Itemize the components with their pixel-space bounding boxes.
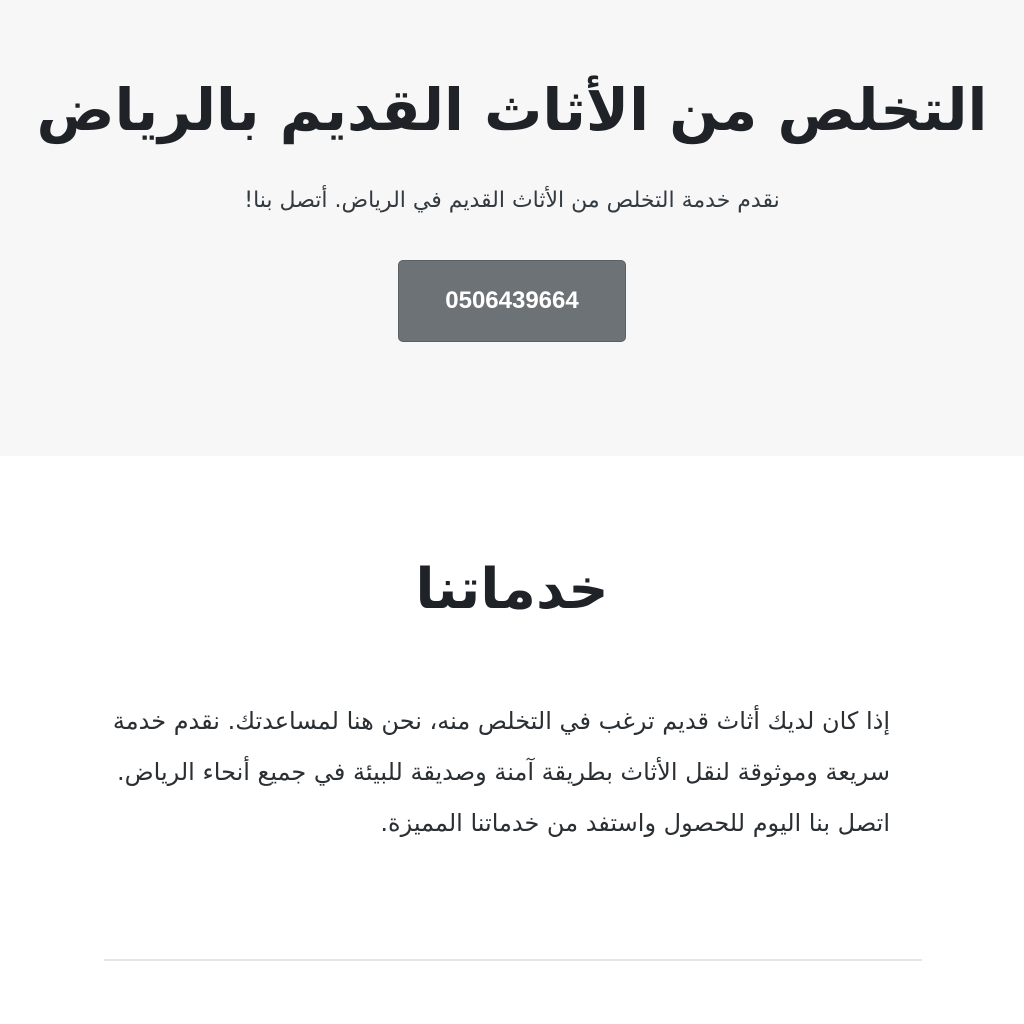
services-heading: خدماتنا [415,557,609,622]
services-section [0,456,1024,1024]
hero-section [0,0,1024,456]
hero-subtitle: نقدم خدمة التخلص من الأثاث القديم في الرياض. أتصل بنا! [244,188,780,213]
section-divider [104,959,922,961]
services-description: إذا كان لديك أثاث قديم ترغب في التخلص منه، نحن هنا لمساعدتك. نقدم خدمة سريعة وموثوقة لنقل الأثاث بطريقة آمنة وصديقة للبيئة في جميع أنحاء الرياض. اتصل بنا اليوم للحصول واستفد من خدماتنا المميزة. [112,707,890,837]
page-title: التخلص من الأثاث القديم بالرياض [36,76,988,144]
call-phone-button[interactable]: 0506439664 [398,260,626,342]
